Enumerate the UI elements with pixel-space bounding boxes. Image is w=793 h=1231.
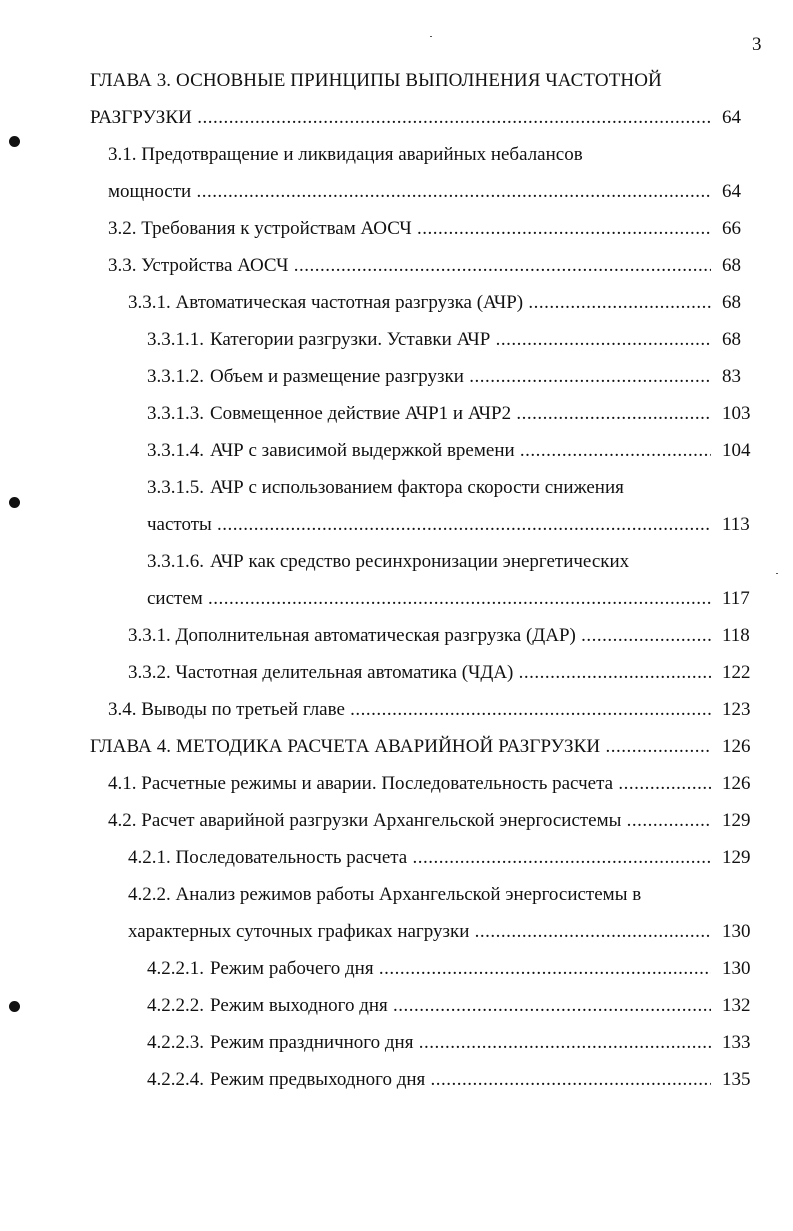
toc-entry-4-2-2-3[interactable] [0,1024,793,1061]
toc-entry-title: 3.2. Требования к устройствам АОСЧ ..... [108,210,711,247]
scan-speck [430,36,432,37]
toc-entry-3-3-1-6[interactable] [0,543,793,580]
toc-page-number: 64 [722,107,741,128]
toc-page-number: 83 [722,366,741,387]
toc-entry-4-2-2[interactable] [0,876,793,913]
toc-entry-title [147,987,711,1024]
toc-entry-3-3-1-dar[interactable] [0,617,793,654]
toc-entry-3-3-1-2[interactable] [0,358,793,395]
toc-entry-title [147,395,711,432]
toc-entry-label: Объем и размещение разгрузки [210,366,464,387]
toc-page-number: 66 [722,218,741,239]
toc-entry-label: Категории разгрузки. Уставки АЧР [210,329,491,350]
toc-entry-title: РАЗГРУЗКИ ..... [90,99,711,136]
toc-page-number: 130 [722,958,751,979]
toc-entry-4-2-2-2[interactable] [0,987,793,1024]
toc-entry-title [147,469,711,506]
toc-entry-3-3-1-5-continued[interactable] [0,506,793,543]
toc-entry-title [147,1061,711,1098]
toc-entry-title: 4.2.2. Анализ режимов работы Архангельской энергосистемы в [128,884,642,905]
toc-page-number: 135 [722,1069,751,1090]
toc-entry-number: 4.2.2.3. [147,1032,204,1053]
toc-entry-label: Режим праздничного дня [210,1032,414,1053]
toc-entry-label: Совмещенное действие АЧР1 и АЧР2 [210,403,512,424]
toc-entry-title [147,950,711,987]
toc-entry-4-1[interactable] [0,765,793,802]
toc-entry-title: 4.2. Расчет аварийной разгрузки Архангельской энергосистемы ..... [108,802,711,839]
toc-page-number: 132 [722,995,751,1016]
toc-entry-title [147,358,711,395]
toc-entry-number: 3.3.1.2. [147,366,204,387]
toc-entry-title: 3.3. Устройства АОСЧ ..... [108,247,711,284]
toc-entry-3-3-1-1[interactable] [0,321,793,358]
toc-page-number: 113 [722,514,750,535]
toc-entry-number: 3.3.1.1. [147,329,204,350]
toc-page-number: 129 [722,810,751,831]
toc-page-number: 133 [722,1032,751,1053]
toc-entry-title [147,1024,711,1061]
toc-entry-title: 3.1. Предотвращение и ликвидация аварийных небалансов [108,144,583,165]
toc-entry-4-2-2-1[interactable] [0,950,793,987]
toc-entry-title: характерных суточных графиках нагрузки ..... [128,913,711,950]
toc-entry-3-3[interactable] [0,247,793,284]
toc-entry-title: 3.3.1. Дополнительная автоматическая разгрузка (ДАР) ..... [128,617,711,654]
toc-entry-3-4[interactable] [0,691,793,728]
toc-entry-title [147,543,711,580]
toc-entry-number: 4.2.2.1. [147,958,204,979]
toc-page-number: 126 [722,736,751,757]
toc-page-number: 64 [722,181,741,202]
toc-entry-title [147,321,711,358]
toc-entry-4-2[interactable] [0,802,793,839]
toc-entry-title: систем ..... [147,580,711,617]
toc-entry-title: ГЛАВА 4. МЕТОДИКА РАСЧЕТА АВАРИЙНОЙ РАЗГРУЗКИ ..... [90,728,711,765]
toc-page-number: 118 [722,625,750,646]
toc-page-number: 68 [722,329,741,350]
toc-entry-title [147,432,711,469]
toc-page-number: 122 [722,662,751,683]
toc-page-number: 129 [722,847,751,868]
toc-page-number: 117 [722,588,750,609]
toc-entry-title: 4.1. Расчетные режимы и аварии. Последовательность расчета ..... [108,765,711,802]
toc-entry-3-3-2[interactable] [0,654,793,691]
toc-entry-title: 4.2.1. Последовательность расчета ..... [128,839,711,876]
page-number: 3 [752,34,762,55]
toc-entry-number: 3.3.1.4. [147,440,204,461]
toc-entry-chapter-4[interactable] [0,728,793,765]
toc-entry-3-2[interactable] [0,210,793,247]
toc-page-number: 68 [722,292,741,313]
toc-entry-3-3-1-4[interactable] [0,432,793,469]
toc-page-number: 104 [722,440,751,461]
toc-entry-number: 4.2.2.4. [147,1069,204,1090]
toc-page-number: 103 [722,403,751,424]
toc-entry-3-3-1-6-continued[interactable] [0,580,793,617]
toc-page-number: 130 [722,921,751,942]
table-of-contents [0,62,793,1098]
toc-page-number: 68 [722,255,741,276]
toc-entry-title: частоты ..... [147,506,711,543]
toc-entry-3-1[interactable] [0,136,793,173]
toc-entry-3-3-1[interactable] [0,284,793,321]
toc-entry-label: АЧР с зависимой выдержкой времени [210,440,515,461]
toc-entry-number: 3.3.1.6. [147,551,204,572]
toc-entry-label: Режим рабочего дня [210,958,374,979]
toc-entry-3-1-continued[interactable] [0,173,793,210]
toc-entry-number: 4.2.2.2. [147,995,204,1016]
toc-entry-4-2-2-continued[interactable] [0,913,793,950]
toc-entry-title: 3.4. Выводы по третьей главе ..... [108,691,711,728]
toc-entry-chapter-3[interactable] [0,62,793,99]
toc-entry-title: 3.3.2. Частотная делительная автоматика (ЧДА) ..... [128,654,711,691]
toc-entry-title: 3.3.1. Автоматическая частотная разгрузка (АЧР) ..... [128,284,711,321]
toc-page-number: 123 [722,699,751,720]
toc-entry-title: ГЛАВА 3. ОСНОВНЫЕ ПРИНЦИПЫ ВЫПОЛНЕНИЯ ЧАСТОТНОЙ [90,70,662,91]
toc-entry-label: АЧР с использованием фактора скорости снижения [210,477,624,498]
toc-entry-number: 3.3.1.5. [147,477,204,498]
toc-entry-label: Режим предвыходного дня [210,1069,426,1090]
toc-entry-3-3-1-5[interactable] [0,469,793,506]
toc-entry-label: АЧР как средство ресинхронизации энергетических [210,551,630,572]
toc-entry-3-3-1-3[interactable] [0,395,793,432]
toc-entry-4-2-2-4[interactable] [0,1061,793,1098]
toc-entry-4-2-1[interactable] [0,839,793,876]
toc-page-number: 126 [722,773,751,794]
toc-entry-number: 3.3.1.3. [147,403,204,424]
toc-entry-title: мощности ..... [108,173,711,210]
toc-entry-chapter-3-continued[interactable] [0,99,793,136]
toc-entry-label: Режим выходного дня [210,995,388,1016]
